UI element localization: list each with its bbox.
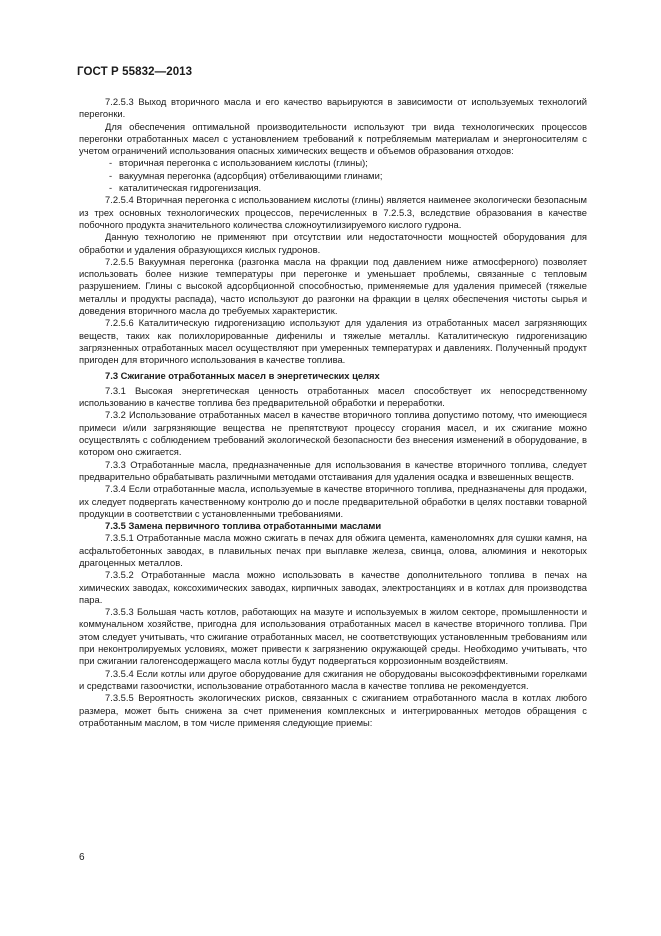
paragraph: 7.3.5.1 Отработанные масла можно сжигать в печах для обжига цемента, каменоломнях для сушки камня, на асфальтобетонных заводах, в плавильных печах при выплавке железа, свинца, олова, алюминия и некоторых драгоценных металлов. <box>79 532 587 568</box>
page-number: 6 <box>79 852 85 863</box>
paragraph: 7.3.2 Использование отработанных масел в качестве вторичного топлива допустимо потому, что имеющиеся примеси и/или загрязняющие вещества не препятствуют процессу сгорания масел, и их сжигание можно осуществлять с соблюдением требований экологической безопасности без внесения изменений в оборудование, в котором оно сжигается. <box>79 409 587 458</box>
paragraph: 7.3.4 Если отработанные масла, используемые в качестве вторичного топлива, предназначены для продажи, их следует подвергать качественному контролю до и после предварительной обработки в целях поставки товарной продукции в соответствии с установленными требованиями. <box>79 483 587 519</box>
paragraph: Данную технологию не применяют при отсутствии или недостаточности мощностей оборудования для обработки и удаления образующихся кислых гудронов. <box>79 231 587 255</box>
section-heading: 7.3 Сжигание отработанных масел в энергетических целях <box>105 369 380 381</box>
paragraph: 7.3.5.3 Большая часть котлов, работающих на мазуте и используемых в жилом секторе, промышленности и коммунальном хозяйстве, пригодна для использования отработанных масел в качестве вторичного топлива. При этом следует учитывать, что сжигание отработанных масел, не соответствующих установленным требованиям или при неконтролируемых условиях, может привести к загрязнению окружающей среды. Необходимо учитывать, что при сжигании галогенсодержащего масла котлы будут подвергаться коррозионным воздействиям. <box>79 606 587 667</box>
paragraph: 7.3.3 Отработанные масла, предназначенные для использования в качестве вторичного топлива, следует предварительно обрабатывать различными методами отстаивания для удаления осадка и взвешенных веществ. <box>79 458 587 482</box>
document-body <box>79 96 587 729</box>
document-header: ГОСТ Р 55832—2013 <box>77 66 193 78</box>
paragraph: 7.3.5.2 Отработанные масла можно использовать в качестве дополнительного топлива в печах на химических заводах, коксохимических заводах, кирпичных заводах, электростанциях и в котлах для производства пара. <box>79 569 587 605</box>
paragraph: 7.3.5.5 Вероятность экологических рисков, связанных с сжиганием отработанного масла в котлах любого размера, может быть снижена за счет применения комплексных и интегрированных методов обращения с отработанным маслом, в том числе применяя следующие приемы: <box>79 692 587 728</box>
paragraph: 7.2.5.6 Каталитическую гидрогенизацию используют для удаления из отработанных масел загрязняющих веществ, таких как полихлорированные дифенилы и тяжелые металлы. Каталитическую гидрогенизацию загрязненных отработанных масел осуществляют при умеренных температурах и давлениях. Полученный продукт пригоден для вторичного использования в качестве топлива. <box>79 317 587 366</box>
list-item: - каталитическая гидрогенизация. <box>79 182 587 194</box>
paragraph: 7.2.5.5 Вакуумная перегонка (разгонка масла на фракции под давлением ниже атмосферного) позволяет использовать более низкие температуры при перегонке и уменьшает проблемы, связанные с тепловым разрушением. Глины с высокой адсорбционной способностью, применяемые для удаления примесей (тяжелые металлы и продукты распада), часто используют до разгонки на фракции в целях обеспечения чистоты сырья и доведения вторичного масла до требуемых характеристик. <box>79 255 587 317</box>
paragraph: 7.3.5.4 Если котлы или другое оборудование для сжигания не оборудованы высокоэффективными горелками и средствами газоочистки, использование отработанного масла в качестве топлива не рекомендуется. <box>79 667 587 691</box>
list-item: - вторичная перегонка с использованием кислоты (глины); <box>79 157 587 169</box>
list-item: - вакуумная перегонка (адсорбция) отбеливающими глинами; <box>79 170 587 182</box>
paragraph: 7.3.1 Высокая энергетическая ценность отработанных масел способствует их непосредственному использованию в качестве топлива без предварительной обработки и переработки. <box>79 384 587 409</box>
subsection-heading: 7.3.5 Замена первичного топлива отработанными маслами <box>105 520 382 532</box>
paragraph: 7.2.5.3 Выход вторичного масла и его качество варьируются в зависимости от используемых технологий перегонки. <box>79 96 587 120</box>
paragraph: 7.2.5.4 Вторичная перегонка с использованием кислоты (глины) является наименее экологически безопасным из трех основных технологических процессов, перечисленных в 7.2.5.3, вследствие образования в качестве побочного продукта значительного количества сложноутилизируемого кислого гудрона. <box>79 194 587 230</box>
paragraph: Для обеспечения оптимальной производительности используют три вида технологических процессов перегонки отработанных масел с установлением требований к потребляемым материалам и энергоносителям с учетом ограничений использования опасных химических веществ и объемов образования отходов: <box>79 120 587 157</box>
